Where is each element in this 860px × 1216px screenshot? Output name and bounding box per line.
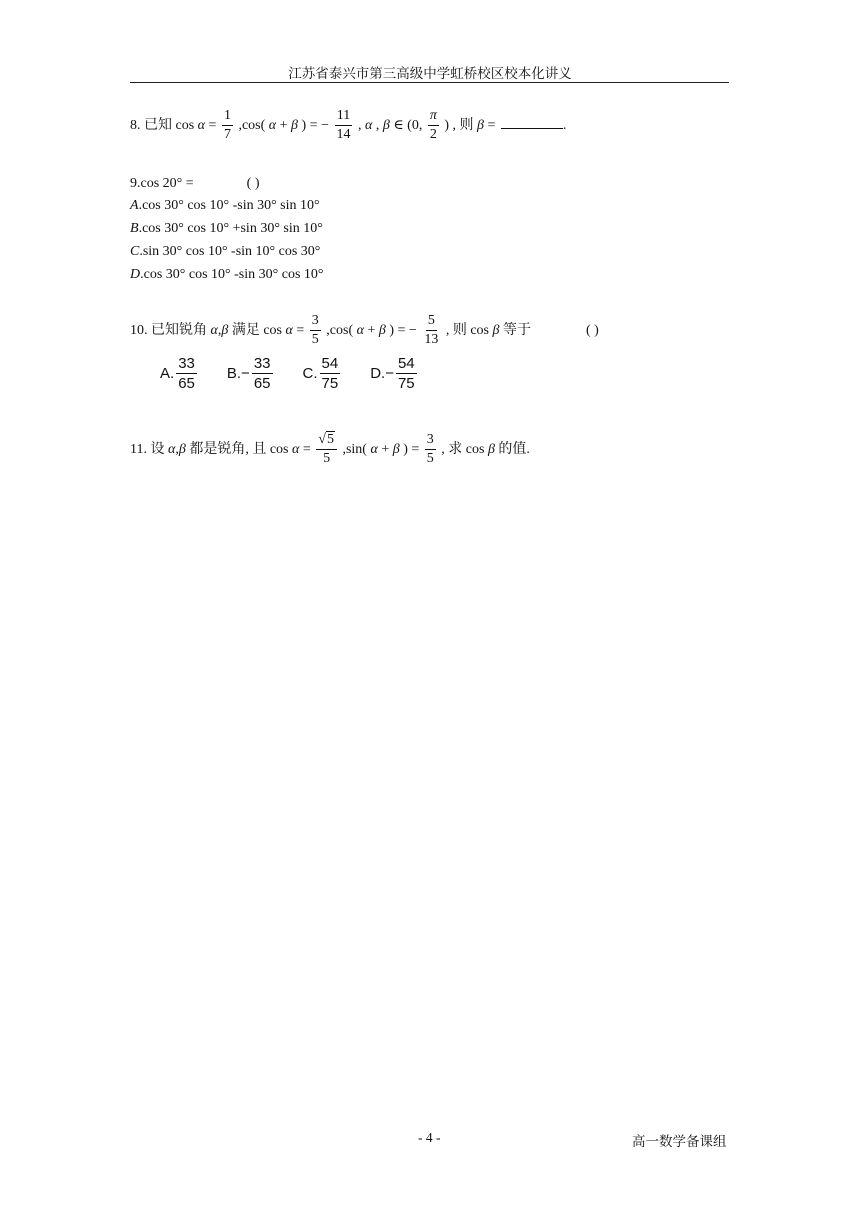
q8-f1-denominator: 7 [223, 127, 231, 143]
q8-f3-denominator: 2 [429, 127, 437, 143]
question-9-stem [130, 177, 259, 191]
q10-option-b [226, 355, 279, 393]
q8-plus: + [279, 117, 292, 133]
q9-option-a-letter: A [130, 198, 139, 213]
q10-alpha-2: α [285, 322, 293, 338]
q10-option-c-numerator: 54 [320, 355, 341, 374]
q8-beta-2: β [382, 117, 390, 133]
q10-option-d-numerator: 54 [396, 355, 417, 374]
q9-answer-paren: ( ) [246, 176, 260, 191]
q10-beta-2: β [378, 322, 386, 338]
q10-alpha: α [210, 322, 218, 338]
q10-eq: = [296, 322, 308, 338]
q8-cos: cos [175, 117, 195, 133]
q10-option-a-label: A. [160, 365, 175, 383]
q10-comma: , [217, 322, 222, 338]
q11-ask: , 求 [441, 441, 466, 457]
q10-option-a-fraction [176, 355, 197, 393]
q10-alpha-3: α [356, 322, 364, 338]
q8-mid1: ,cos( [238, 117, 266, 133]
q8-in: ∈ (0, [393, 117, 426, 133]
q10-option-a-numerator: 33 [176, 355, 197, 374]
q9-option-b-text: .cos 30° cos 10° +sin 30° sin 10° [138, 221, 323, 236]
q8-f2-denominator: 14 [336, 127, 351, 143]
q11-beta-3: β [487, 441, 495, 457]
q8-comma: , [375, 117, 380, 133]
q10-option-d-label: D.− [370, 365, 394, 383]
q9-option-d-text: .cos 30° cos 10° -sin 30° cos 10° [140, 267, 324, 282]
q10-f2-denominator: 13 [424, 332, 439, 348]
q9-option-c-text: .sin 30° cos 10° -sin 10° cos 30° [139, 244, 321, 259]
q10-lead: 10. 已知锐角 [130, 322, 207, 338]
q10-options [160, 355, 419, 393]
header-divider [130, 82, 729, 83]
q11-f1-denominator: 5 [323, 451, 331, 467]
q8-mid2: ) = − [301, 117, 329, 133]
q11-plus: + [381, 441, 393, 457]
q11-mid: 都是锐角, 且 [189, 441, 270, 457]
q10-f1-denominator: 5 [311, 332, 319, 348]
q11-mid3: ) = [403, 441, 423, 457]
q10-option-c [302, 355, 347, 393]
q9-option-a [130, 199, 320, 213]
q8-f2-numerator: 11 [335, 108, 352, 126]
q10-f2-numerator: 5 [426, 313, 437, 331]
q8-alpha-3: α [364, 117, 373, 133]
q8-fraction-2 [334, 108, 352, 143]
q8-end: . [562, 117, 567, 133]
q11-sqrt [318, 432, 335, 448]
q10-then: , 则 [445, 322, 471, 338]
q8-alpha: α [197, 117, 206, 133]
q10-option-c-label: C. [302, 365, 318, 383]
q8-fraction-3 [428, 108, 439, 143]
q10-mid: ,cos( [326, 322, 354, 338]
sqrt-icon: √ [318, 432, 326, 447]
q9-option-a-text: .cos 30° cos 10° -sin 30° sin 10° [138, 198, 320, 213]
q8-mid3: , [357, 117, 362, 133]
footer-group-name: 高一数学备课组 [632, 1134, 727, 1149]
q9-option-d [130, 268, 324, 282]
q8-eq2: = [487, 117, 499, 133]
q11-f1-numerator [316, 432, 337, 450]
q8-f1-numerator: 1 [222, 108, 233, 126]
q8-answer-blank[interactable] [501, 114, 563, 129]
q11-beta: β [178, 441, 186, 457]
question-11 [130, 432, 530, 467]
q10-mid2: ) = − [389, 322, 417, 338]
q10-option-d [370, 355, 418, 393]
q11-comma: , [175, 441, 179, 457]
q11-alpha: α [167, 441, 176, 457]
q8-fraction-1 [222, 108, 233, 143]
q9-option-d-letter: D [130, 267, 141, 282]
question-10 [130, 313, 599, 348]
q11-eq: = [302, 441, 315, 457]
q8-beta: β [291, 117, 299, 133]
q11-fraction-2 [425, 432, 436, 467]
q8-lead: 8. 已知 [130, 117, 172, 133]
q10-option-d-fraction [396, 355, 417, 393]
q9-option-b [130, 222, 323, 236]
q10-option-c-fraction [320, 355, 341, 393]
q10-option-a [160, 355, 203, 393]
q10-fraction-1 [310, 313, 321, 348]
q10-f1-numerator: 3 [310, 313, 321, 331]
q9-option-b-letter: B [130, 221, 139, 236]
q11-end: 的值. [498, 441, 530, 457]
q8-alpha-2: α [268, 117, 277, 133]
q10-tail: 等于 [502, 322, 531, 338]
q10-beta: β [221, 322, 229, 338]
q10-plus: + [367, 322, 379, 338]
q10-beta-3: β [492, 322, 500, 338]
q9-option-c [130, 245, 320, 259]
q10-option-a-denominator: 65 [178, 375, 195, 393]
q10-cond: 满足 [231, 322, 264, 338]
q11-alpha-3: α [370, 441, 378, 457]
q10-option-c-denominator: 75 [321, 375, 339, 393]
q11-beta-2: β [392, 441, 400, 457]
q11-alpha-2: α [292, 441, 300, 457]
q8-eq: = [208, 117, 220, 133]
q11-mid2: ,sin( [342, 441, 367, 457]
q8-beta-3: β [477, 117, 485, 133]
q10-option-b-fraction [252, 355, 273, 393]
q11-cos-2: cos [465, 441, 485, 457]
q11-fraction-1 [316, 432, 337, 467]
q10-fraction-2 [422, 313, 440, 348]
q11-radicand: 5 [326, 432, 334, 447]
q10-cos-2: cos [470, 322, 489, 338]
q10-option-b-denominator: 65 [253, 375, 271, 393]
question-8 [130, 108, 566, 143]
q11-f2-numerator: 3 [425, 432, 436, 450]
q10-option-d-denominator: 75 [397, 375, 415, 393]
q11-f2-denominator: 5 [426, 451, 434, 467]
q8-f3-numerator: π [428, 108, 439, 126]
q11-lead: 11. 设 [130, 441, 165, 457]
q11-cos: cos [269, 441, 289, 457]
q9-stem: 9.cos 20° = [130, 176, 194, 191]
q10-option-b-numerator: 33 [252, 355, 273, 374]
q10-answer-paren: ( ) [585, 322, 599, 338]
page-number: - 4 - [418, 1130, 441, 1145]
q10-option-b-label: B.− [226, 365, 250, 383]
q10-cos: cos [263, 322, 283, 338]
q8-then: , 则 [452, 117, 478, 133]
q8-close: ) [444, 117, 450, 133]
q9-option-c-letter: C [130, 244, 140, 259]
page-header-title: 江苏省泰兴市第三高级中学虹桥校区校本化讲义 [288, 66, 572, 81]
